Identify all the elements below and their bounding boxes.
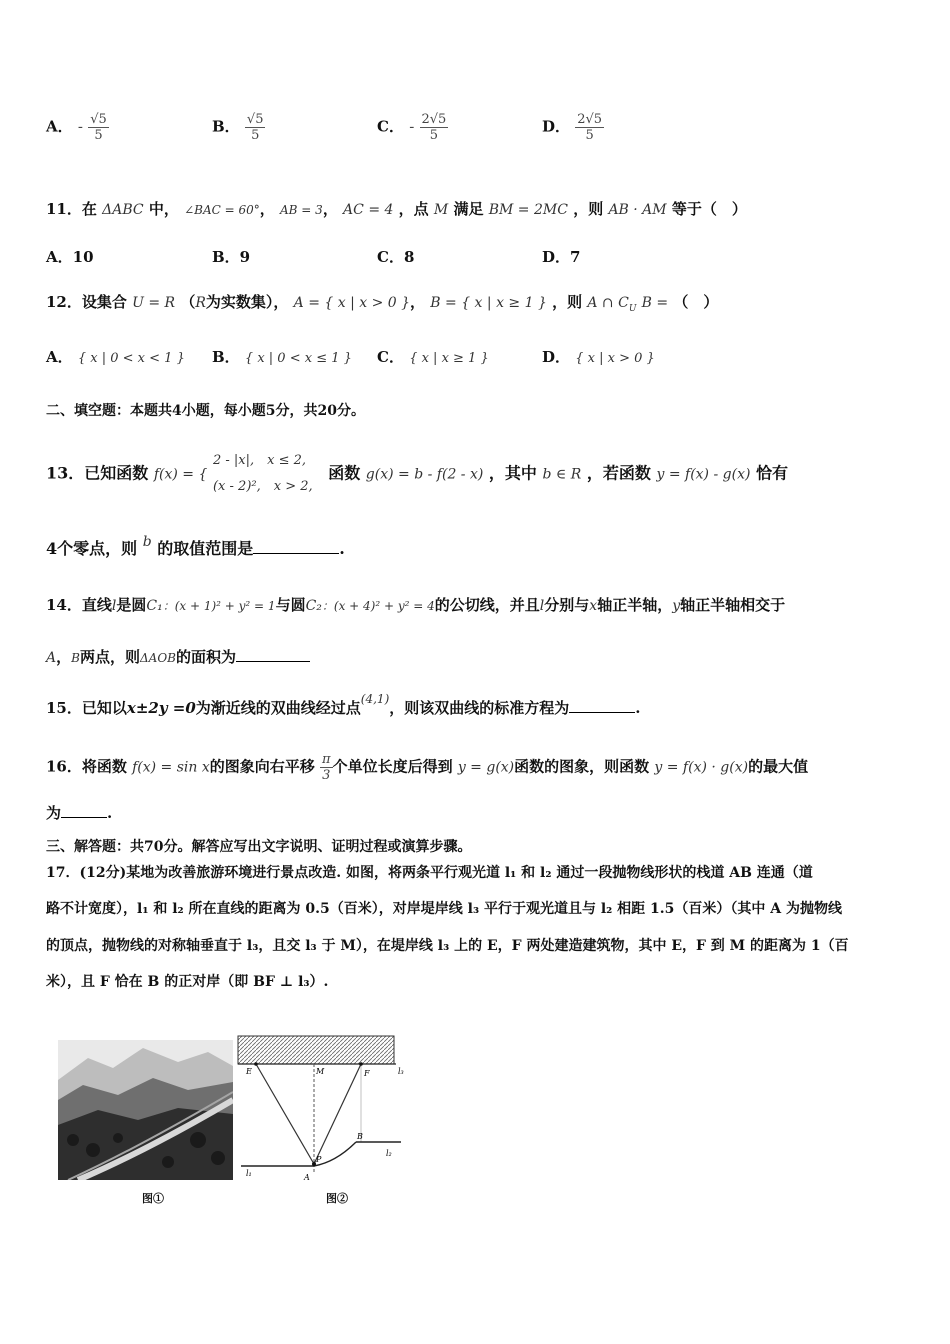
math: x bbox=[589, 598, 598, 614]
text: ， bbox=[56, 648, 72, 666]
fraction-numerator: π bbox=[322, 752, 331, 767]
q10-option-a[interactable] bbox=[46, 112, 109, 143]
math: BM = 2MC bbox=[488, 202, 568, 218]
option-label: C． bbox=[377, 117, 404, 136]
text: ，则 bbox=[552, 293, 583, 311]
math-subscript: U bbox=[628, 304, 637, 314]
parabola-diagram bbox=[236, 1034, 416, 1184]
fraction-denominator: 5 bbox=[251, 128, 260, 143]
math: B bbox=[71, 651, 80, 665]
option-sign: - bbox=[409, 117, 415, 136]
math: R bbox=[195, 295, 206, 311]
text: 14．直线 bbox=[46, 596, 112, 614]
option-sign: - bbox=[77, 117, 83, 136]
text: 12．设集合 bbox=[46, 293, 127, 311]
answer-blank[interactable] bbox=[253, 553, 339, 554]
option-fraction bbox=[420, 112, 449, 143]
text: . bbox=[107, 804, 113, 822]
option-math: { x | x ≥ 1 } bbox=[409, 351, 489, 366]
math: l bbox=[111, 598, 117, 614]
fraction-denominator: 5 bbox=[94, 128, 103, 143]
text: 个单位长度后得到 bbox=[332, 757, 453, 776]
section-heading-answers: 三、解答题：共70分。解答应写出文字说明、证明过程或演算步骤。 bbox=[46, 839, 472, 855]
option-math: { x | 0 < x ≤ 1 } bbox=[244, 351, 352, 366]
text: （ ） bbox=[673, 293, 719, 311]
text: 4个零点，则 bbox=[46, 539, 138, 558]
q11-option-a[interactable]: A．10 bbox=[46, 248, 94, 266]
text: 恰有 bbox=[756, 463, 789, 483]
shift-fraction bbox=[320, 752, 333, 783]
label-f: F bbox=[364, 1069, 370, 1078]
math: ΔABC bbox=[102, 202, 144, 218]
option-label: B． bbox=[212, 117, 240, 136]
q11-option-d[interactable]: D．7 bbox=[542, 248, 581, 266]
text: . bbox=[635, 699, 641, 717]
math: B = { x | x ≥ 1 } bbox=[430, 295, 547, 311]
answer-blank[interactable] bbox=[236, 661, 310, 662]
text: 的最大值 bbox=[748, 757, 809, 776]
text: 的取值范围是 bbox=[157, 539, 254, 558]
option-math: { x | 0 < x < 1 } bbox=[77, 351, 185, 366]
fraction-numerator: √5 bbox=[90, 112, 107, 127]
text: ，点 bbox=[398, 200, 429, 218]
option-label: A． bbox=[46, 348, 73, 366]
q12-stem: 12．设集合 U = R （R为实数集）， A = { x | x > 0 }， B = { x | x ≥ 1 } ，则 A ∩ $C_U$ B = （ ） bbox=[46, 293, 719, 314]
math: ：(x + 4)² + y² = 4 bbox=[321, 599, 435, 613]
label-e: E bbox=[246, 1067, 252, 1076]
q10-option-b[interactable] bbox=[212, 112, 265, 143]
q14-stem-line1 bbox=[46, 594, 785, 615]
text: 为 bbox=[46, 804, 62, 822]
text: ，则 bbox=[573, 200, 604, 218]
text: 为渐近线的双曲线经过点 bbox=[195, 699, 361, 717]
text: 满足 bbox=[453, 200, 484, 218]
fraction-denominator: 3 bbox=[322, 768, 331, 783]
math: AC = 4 bbox=[343, 202, 394, 218]
text: 是圆 bbox=[116, 596, 147, 614]
section-heading-fill-in: 二、填空题：本题共4小题，每小题5分，共20分。 bbox=[46, 403, 365, 419]
math: b bbox=[142, 534, 152, 550]
q10-option-c[interactable] bbox=[377, 112, 448, 143]
fraction-numerator: 2√5 bbox=[421, 112, 447, 127]
math: A bbox=[46, 650, 57, 666]
text: ，若函数 bbox=[586, 463, 651, 483]
text: . bbox=[339, 539, 345, 558]
text: 分别与 bbox=[544, 596, 590, 614]
option-fraction bbox=[245, 112, 266, 143]
math: B = bbox=[641, 295, 669, 311]
q17-line-1: 17．(12分)某地为改善旅游环境进行景点改造. 如图，将两条平行观光道 l₁ 和 l₂ 通过一段抛物线形状的栈道 AB 连通（道 bbox=[46, 865, 813, 881]
q13-stem-line1 bbox=[46, 448, 788, 500]
label-a: A bbox=[304, 1173, 310, 1182]
option-label: D． bbox=[542, 348, 571, 366]
option-label: B． bbox=[212, 348, 240, 366]
math: y = f(x) - g(x) bbox=[656, 466, 751, 483]
q11-option-c[interactable]: C．8 bbox=[377, 248, 415, 266]
landscape-illustration bbox=[58, 1040, 233, 1180]
answer-blank[interactable] bbox=[61, 817, 107, 818]
text: 轴正半轴， bbox=[597, 596, 673, 614]
text: 函数 bbox=[328, 463, 361, 483]
figure-diagram bbox=[236, 1034, 416, 1184]
q17-line-4: 米），且 F 恰在 B 的正对岸（即 BF ⊥ l₃）. bbox=[46, 974, 329, 990]
text: 为实数集）， bbox=[205, 293, 289, 311]
math: ∠BAC = 60° bbox=[184, 203, 260, 217]
math: x±2y =0 bbox=[126, 699, 196, 717]
option-fraction bbox=[575, 112, 604, 143]
text: ，则该双曲线的标准方程为 bbox=[389, 699, 570, 717]
text: 的图象向右平移 bbox=[209, 757, 315, 776]
math: A = { x | x > 0 } bbox=[293, 295, 411, 311]
math: C₁ bbox=[146, 598, 163, 614]
figure-landscape-photo bbox=[58, 1040, 233, 1180]
math: f(x) = sin x bbox=[132, 759, 210, 776]
label-b: B bbox=[357, 1132, 363, 1141]
q11-option-b[interactable]: B．9 bbox=[212, 248, 251, 266]
q11-stem: 11．在 ΔABC 中， ∠BAC = 60°， AB = 3， AC = 4 ，点 M 满足 BM = 2MC ，则 AB · AM 等于（ ） bbox=[46, 200, 747, 218]
q16-stem-line2 bbox=[46, 802, 112, 823]
text: 中， bbox=[148, 200, 179, 218]
math: A ∩ C bbox=[587, 295, 629, 311]
text: 与圆 bbox=[275, 596, 306, 614]
math: y = f(x) · g(x) bbox=[654, 759, 749, 776]
math: AB · AM bbox=[608, 202, 667, 218]
math: AB = 3 bbox=[280, 203, 323, 217]
label-m: M bbox=[316, 1067, 325, 1076]
text: 15．已知以 bbox=[46, 699, 127, 717]
math: 2 - |x|, x ≤ 2, bbox=[212, 453, 307, 468]
label-l2: l₂ bbox=[386, 1149, 392, 1158]
q12-option-a[interactable] bbox=[46, 346, 185, 367]
math: y = g(x) bbox=[457, 759, 515, 776]
math: ΔAOB bbox=[139, 651, 176, 665]
q12-option-b[interactable] bbox=[212, 346, 352, 367]
math: C₂ bbox=[305, 598, 322, 614]
text: 16．将函数 bbox=[46, 757, 127, 776]
figure-1-caption: 图① bbox=[142, 1192, 164, 1205]
label-l1: l₁ bbox=[246, 1169, 252, 1178]
q12-option-d[interactable] bbox=[542, 346, 655, 367]
text: 等于（ ） bbox=[671, 200, 747, 218]
math: (4,1) bbox=[360, 692, 390, 706]
math: l bbox=[539, 598, 545, 614]
math: f(x) = { bbox=[153, 466, 208, 483]
fraction-numerator: 2√5 bbox=[577, 112, 603, 127]
math: U = R bbox=[132, 295, 176, 311]
q16-stem-line1 bbox=[46, 752, 808, 783]
fraction-denominator: 5 bbox=[429, 128, 439, 143]
option-label: A． bbox=[46, 117, 73, 136]
text: 13．已知函数 bbox=[46, 463, 149, 483]
figure-2-caption: 图② bbox=[326, 1192, 348, 1205]
q14-stem-line2 bbox=[46, 646, 310, 667]
option-fraction bbox=[88, 112, 109, 143]
q12-option-c[interactable] bbox=[377, 346, 489, 367]
math: y bbox=[672, 598, 681, 614]
q13-stem-line2 bbox=[46, 534, 345, 559]
math: g(x) = b - f(2 - x) bbox=[365, 466, 484, 483]
label-p: P bbox=[316, 1155, 322, 1164]
text: 11．在 bbox=[46, 200, 97, 218]
answer-blank[interactable] bbox=[569, 712, 635, 713]
q15-stem bbox=[46, 692, 641, 718]
text: 的公切线，并且 bbox=[434, 596, 540, 614]
text: ，其中 bbox=[488, 463, 537, 483]
text: 两点，则 bbox=[79, 648, 140, 666]
q10-option-d[interactable] bbox=[542, 112, 604, 143]
q17-line-3: 的顶点，抛物线的对称轴垂直于 l₃，且交 l₃ 于 M），在堤岸线 l₃ 上的 E，F 两处建造建筑物，其中 E，F 到 M 的距离为 1（百 bbox=[46, 938, 849, 954]
math: b ∈ R bbox=[542, 466, 582, 483]
math: ：(x + 1)² + y² = 1 bbox=[162, 599, 276, 613]
option-label: C． bbox=[377, 348, 404, 366]
text: 的面积为 bbox=[175, 648, 236, 666]
option-math: { x | x > 0 } bbox=[575, 351, 655, 366]
text: 函数的图象，则函数 bbox=[514, 757, 650, 776]
q17-line-2: 路不计宽度），l₁ 和 l₂ 所在直线的距离为 0.5（百米），对岸堤岸线 l₃ 平行于观光道且与 l₂ 相距 1.5（百米）（其中 A 为抛物线 bbox=[46, 901, 842, 917]
text: （ bbox=[180, 293, 196, 311]
piecewise-cases bbox=[213, 448, 313, 500]
fraction-numerator: √5 bbox=[246, 112, 264, 127]
label-l3: l₃ bbox=[398, 1067, 404, 1076]
math: (x - 2)², x > 2, bbox=[212, 479, 313, 494]
fraction-denominator: 5 bbox=[585, 128, 594, 143]
option-label: D． bbox=[542, 117, 571, 136]
text: 轴正半轴相交于 bbox=[680, 596, 786, 614]
math: M bbox=[433, 202, 449, 218]
